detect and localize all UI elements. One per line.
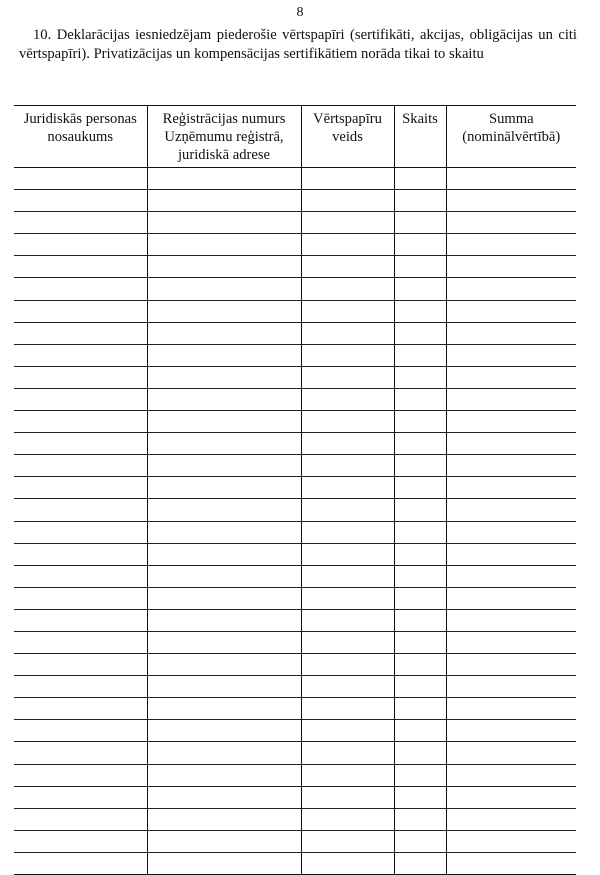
table-cell[interactable] [301,786,394,808]
table-cell[interactable] [301,455,394,477]
table-header-row [14,106,576,168]
table-cell[interactable] [394,322,446,344]
table-cell[interactable] [301,190,394,212]
table-cell[interactable] [14,654,147,676]
header-registration-number-address: Reģistrācijas numurs Uzņēmumu reģistrā, juridiskā adrese [147,106,301,168]
table-cell[interactable] [147,388,301,410]
table-row [14,322,576,344]
table-cell[interactable] [301,830,394,852]
table-cell[interactable] [147,234,301,256]
table-cell[interactable] [14,190,147,212]
table-row [14,499,576,521]
table-cell[interactable] [14,786,147,808]
table-cell[interactable] [301,212,394,234]
table-cell[interactable] [394,256,446,278]
table-cell[interactable] [301,477,394,499]
table-cell[interactable] [394,852,446,874]
table-row [14,278,576,300]
table-cell[interactable] [147,278,301,300]
table-cell[interactable] [147,631,301,653]
table-cell[interactable] [14,212,147,234]
table-cell[interactable] [147,455,301,477]
table-row [14,256,576,278]
table-cell[interactable] [394,388,446,410]
table-cell[interactable] [147,852,301,874]
table-cell[interactable] [14,234,147,256]
table-cell[interactable] [446,278,576,300]
table-cell[interactable] [394,764,446,786]
table-cell[interactable] [394,168,446,190]
table-row [14,786,576,808]
table-cell[interactable] [14,609,147,631]
table-cell[interactable] [14,742,147,764]
table-cell[interactable] [446,631,576,653]
table-cell[interactable] [301,654,394,676]
table-cell[interactable] [446,587,576,609]
table-cell[interactable] [446,654,576,676]
table-cell[interactable] [394,234,446,256]
header-security-type: Vērtspapīru veids [301,106,394,168]
table-cell[interactable] [147,344,301,366]
table-row [14,543,576,565]
table-cell[interactable] [14,455,147,477]
table-cell[interactable] [394,477,446,499]
table-row [14,521,576,543]
table-cell[interactable] [147,322,301,344]
table-cell[interactable] [14,543,147,565]
table-row [14,212,576,234]
table-cell[interactable] [446,168,576,190]
table-cell[interactable] [301,300,394,322]
table-cell[interactable] [14,499,147,521]
table-cell[interactable] [446,190,576,212]
table-cell[interactable] [446,344,576,366]
table-cell[interactable] [301,698,394,720]
table-cell[interactable] [446,455,576,477]
table-cell[interactable] [14,720,147,742]
table-cell[interactable] [147,433,301,455]
table-cell[interactable] [394,366,446,388]
table-cell[interactable] [147,300,301,322]
table-cell[interactable] [147,764,301,786]
table-cell[interactable] [394,543,446,565]
table-row [14,366,576,388]
table-cell[interactable] [301,720,394,742]
table-cell[interactable] [446,720,576,742]
header-quantity: Skaits [394,106,446,168]
table-cell[interactable] [14,168,147,190]
table-cell[interactable] [301,852,394,874]
table-cell[interactable] [446,830,576,852]
table-cell[interactable] [301,543,394,565]
header-legal-entity-name: Juridiskās personas nosaukums [14,106,147,168]
table-cell[interactable] [301,565,394,587]
table-cell[interactable] [147,499,301,521]
table-row [14,830,576,852]
table-cell[interactable] [14,300,147,322]
table-cell[interactable] [446,808,576,830]
table-cell[interactable] [147,366,301,388]
table-cell[interactable] [301,587,394,609]
table-cell[interactable] [394,411,446,433]
table-cell[interactable] [14,764,147,786]
table-cell[interactable] [446,477,576,499]
table-cell[interactable] [14,477,147,499]
table-cell[interactable] [394,609,446,631]
table-cell[interactable] [394,720,446,742]
table-cell[interactable] [14,698,147,720]
table-row [14,168,576,190]
table-cell[interactable] [446,322,576,344]
table-row [14,234,576,256]
table-cell[interactable] [147,698,301,720]
table-cell[interactable] [301,808,394,830]
table-cell[interactable] [394,587,446,609]
table-cell[interactable] [301,676,394,698]
table-row [14,455,576,477]
table-cell[interactable] [394,565,446,587]
table-cell[interactable] [147,543,301,565]
table-cell[interactable] [14,631,147,653]
table-cell[interactable] [446,609,576,631]
table-cell[interactable] [301,256,394,278]
table-row [14,344,576,366]
table-cell[interactable] [394,278,446,300]
table-row [14,300,576,322]
table-row [14,631,576,653]
table-row [14,742,576,764]
table-cell[interactable] [301,521,394,543]
table-cell[interactable] [394,786,446,808]
table-cell[interactable] [394,190,446,212]
table-cell[interactable] [14,411,147,433]
table-cell[interactable] [446,212,576,234]
table-cell[interactable] [14,278,147,300]
section-10-instruction: 10. Deklarācijas iesniedzējam piederošie vērtspapīri (sertifikāti, akcijas, obligācijas un citi vērtspapīri). Privatizācijas un kompensācijas sertifikātiem norāda tikai to skaitu [19,27,577,62]
table-cell[interactable] [394,455,446,477]
table-row [14,852,576,874]
table-cell[interactable] [301,609,394,631]
table-cell[interactable] [14,676,147,698]
table-cell[interactable] [446,433,576,455]
table-cell[interactable] [14,388,147,410]
table-cell[interactable] [301,742,394,764]
table-cell[interactable] [394,654,446,676]
table-cell[interactable] [446,234,576,256]
table-row [14,764,576,786]
table-row [14,808,576,830]
table-cell[interactable] [301,411,394,433]
header-sum-nominal: Summa (nominālvērtībā) [446,106,576,168]
table-cell[interactable] [147,786,301,808]
table-cell[interactable] [446,543,576,565]
table-row [14,654,576,676]
table-cell[interactable] [147,830,301,852]
table-row [14,720,576,742]
table-cell[interactable] [14,852,147,874]
table-cell[interactable] [147,720,301,742]
table-cell[interactable] [301,764,394,786]
table-cell[interactable] [394,808,446,830]
table-cell[interactable] [147,521,301,543]
table-cell[interactable] [147,676,301,698]
table-row [14,698,576,720]
table-cell[interactable] [147,808,301,830]
table-cell[interactable] [394,676,446,698]
table-cell[interactable] [14,830,147,852]
table-cell[interactable] [301,278,394,300]
table-cell[interactable] [14,808,147,830]
table-cell[interactable] [147,190,301,212]
table-cell[interactable] [147,256,301,278]
table-cell[interactable] [446,499,576,521]
table-cell[interactable] [147,587,301,609]
table-cell[interactable] [394,521,446,543]
table-cell[interactable] [14,565,147,587]
page-number: 8 [296,5,304,20]
table-cell[interactable] [394,433,446,455]
table-cell[interactable] [446,698,576,720]
table-row [14,565,576,587]
table-cell[interactable] [301,168,394,190]
table-cell[interactable] [394,830,446,852]
table-row [14,587,576,609]
table-cell[interactable] [301,388,394,410]
table-cell[interactable] [446,300,576,322]
table-body [14,168,576,875]
table-cell[interactable] [394,499,446,521]
securities-table [14,105,576,875]
table-cell[interactable] [301,433,394,455]
table-cell[interactable] [147,477,301,499]
table-cell[interactable] [147,212,301,234]
table-row [14,477,576,499]
table-cell[interactable] [394,698,446,720]
table-cell[interactable] [301,499,394,521]
table-cell[interactable] [446,676,576,698]
table-cell[interactable] [14,366,147,388]
table-row [14,676,576,698]
table-cell[interactable] [14,256,147,278]
table-cell[interactable] [394,631,446,653]
table-cell[interactable] [446,521,576,543]
table-row [14,433,576,455]
table-cell[interactable] [147,168,301,190]
table-cell[interactable] [147,742,301,764]
table-cell[interactable] [394,212,446,234]
table-cell[interactable] [301,344,394,366]
table-cell[interactable] [147,411,301,433]
table-cell[interactable] [446,852,576,874]
table-row [14,609,576,631]
table-cell[interactable] [301,631,394,653]
table-row [14,411,576,433]
table-cell[interactable] [301,322,394,344]
table-cell[interactable] [14,521,147,543]
table-cell[interactable] [446,366,576,388]
table-cell[interactable] [14,322,147,344]
table-cell[interactable] [446,764,576,786]
table-cell[interactable] [446,786,576,808]
table-cell[interactable] [301,234,394,256]
table-row [14,388,576,410]
table-cell[interactable] [14,344,147,366]
table-cell[interactable] [147,565,301,587]
table-row [14,190,576,212]
table-cell[interactable] [446,388,576,410]
table-cell[interactable] [446,565,576,587]
table-cell[interactable] [446,411,576,433]
table-cell[interactable] [446,742,576,764]
table-cell[interactable] [147,609,301,631]
table-cell[interactable] [394,742,446,764]
table-cell[interactable] [394,344,446,366]
table-cell[interactable] [14,433,147,455]
table-cell[interactable] [14,587,147,609]
table-cell[interactable] [446,256,576,278]
table-cell[interactable] [394,300,446,322]
table-cell[interactable] [301,366,394,388]
table-cell[interactable] [147,654,301,676]
